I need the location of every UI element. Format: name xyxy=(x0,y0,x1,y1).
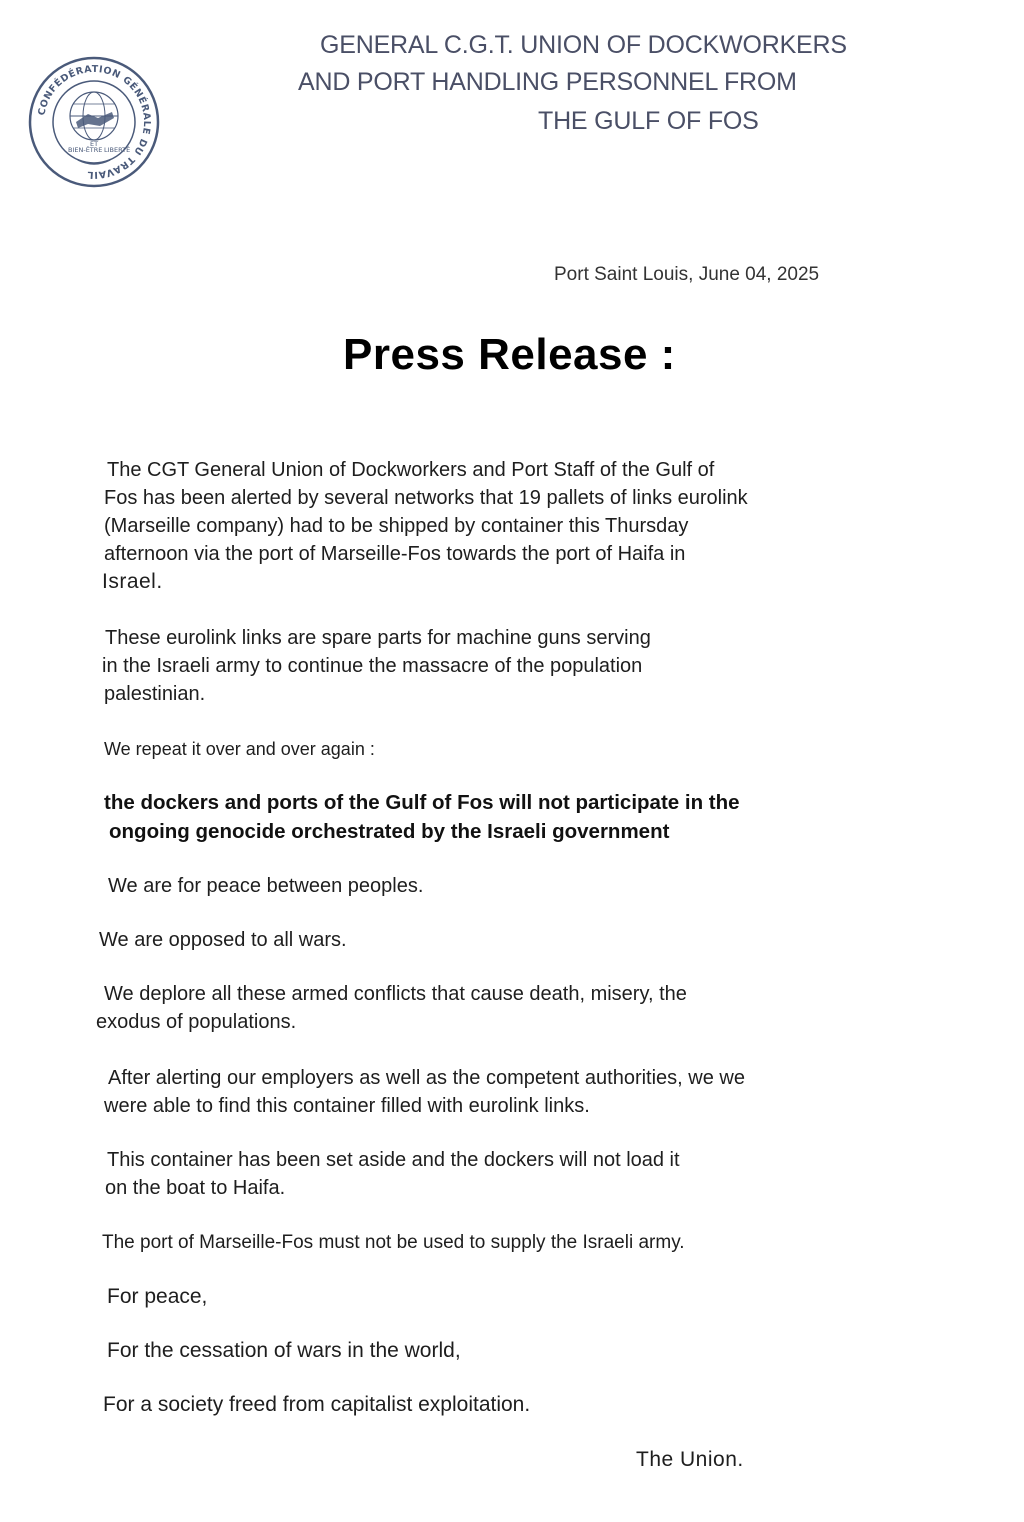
seal-motto-mid: ET xyxy=(90,140,99,148)
paragraph-9 xyxy=(104,1146,680,1202)
paragraph-7 xyxy=(96,980,687,1036)
paragraph-line: exodus of populations. xyxy=(96,1011,297,1033)
seal-ring-text: CONFÉDÉRATION GÉNÉRALE DU TRAVAIL xyxy=(36,63,153,181)
paragraph-line: Israel. xyxy=(102,570,163,593)
closing-line-wars: For the cessation of wars in the world, xyxy=(107,1339,461,1362)
header-line-2: AND PORT HANDLING PERSONNEL FROM xyxy=(298,68,797,96)
paragraph-3: We repeat it over and over again : xyxy=(104,739,375,759)
paragraph-8 xyxy=(104,1064,745,1120)
header-line-3: THE GULF OF FOS xyxy=(538,107,759,135)
paragraph-line: (Marseille company) had to be shipped by container this Thursday xyxy=(104,515,689,537)
paragraph-line: This container has been set aside and the dockers will not load it xyxy=(107,1149,680,1171)
paragraph-line: The CGT General Union of Dockworkers and Port Staff of the Gulf of xyxy=(107,459,715,481)
seal-svg xyxy=(28,56,160,188)
seal-motto-right: LIBERTÉ xyxy=(104,146,131,154)
emphasis-line: ongoing genocide orchestrated by the Israeli government xyxy=(109,820,670,843)
paragraph-line: in the Israeli army to continue the massacre of the population xyxy=(102,655,643,677)
paragraph-1 xyxy=(104,456,748,596)
paragraph-5: We are for peace between peoples. xyxy=(108,875,424,897)
seal-motto-left: BIEN-ÊTRE xyxy=(68,146,103,154)
paragraph-4-emphasis xyxy=(104,788,740,846)
closing-line-peace: For peace, xyxy=(107,1285,208,1308)
paragraph-line: After alerting our employers as well as the competent authorities, we we xyxy=(108,1067,745,1089)
paragraph-line: afternoon via the port of Marseille-Fos towards the port of Haifa in xyxy=(104,543,686,565)
signature: The Union. xyxy=(636,1448,744,1471)
page-title: Press Release : xyxy=(343,330,676,379)
header-line-1: GENERAL C.G.T. UNION OF DOCKWORKERS xyxy=(320,31,847,59)
closing-line-society: For a society freed from capitalist exploitation. xyxy=(103,1393,531,1416)
dateline: Port Saint Louis, June 04, 2025 xyxy=(554,264,820,285)
paragraph-6: We are opposed to all wars. xyxy=(99,929,347,951)
paragraph-line: palestinian. xyxy=(104,683,206,705)
paragraph-2 xyxy=(102,624,651,708)
paragraph-line: Fos has been alerted by several networks that 19 pallets of links eurolink xyxy=(104,487,748,509)
paragraph-10: The port of Marseille-Fos must not be used to supply the Israeli army. xyxy=(102,1232,685,1253)
paragraph-line: We deplore all these armed conflicts that cause death, misery, the xyxy=(104,983,687,1005)
paragraph-line: These eurolink links are spare parts for machine guns serving xyxy=(105,627,651,649)
paragraph-line: on the boat to Haifa. xyxy=(105,1177,286,1199)
cgt-seal-logo xyxy=(28,56,160,188)
paragraph-line: were able to find this container filled with eurolink links. xyxy=(104,1095,590,1117)
emphasis-line: the dockers and ports of the Gulf of Fos will not participate in the xyxy=(104,791,740,814)
handshake-icon xyxy=(76,112,114,128)
